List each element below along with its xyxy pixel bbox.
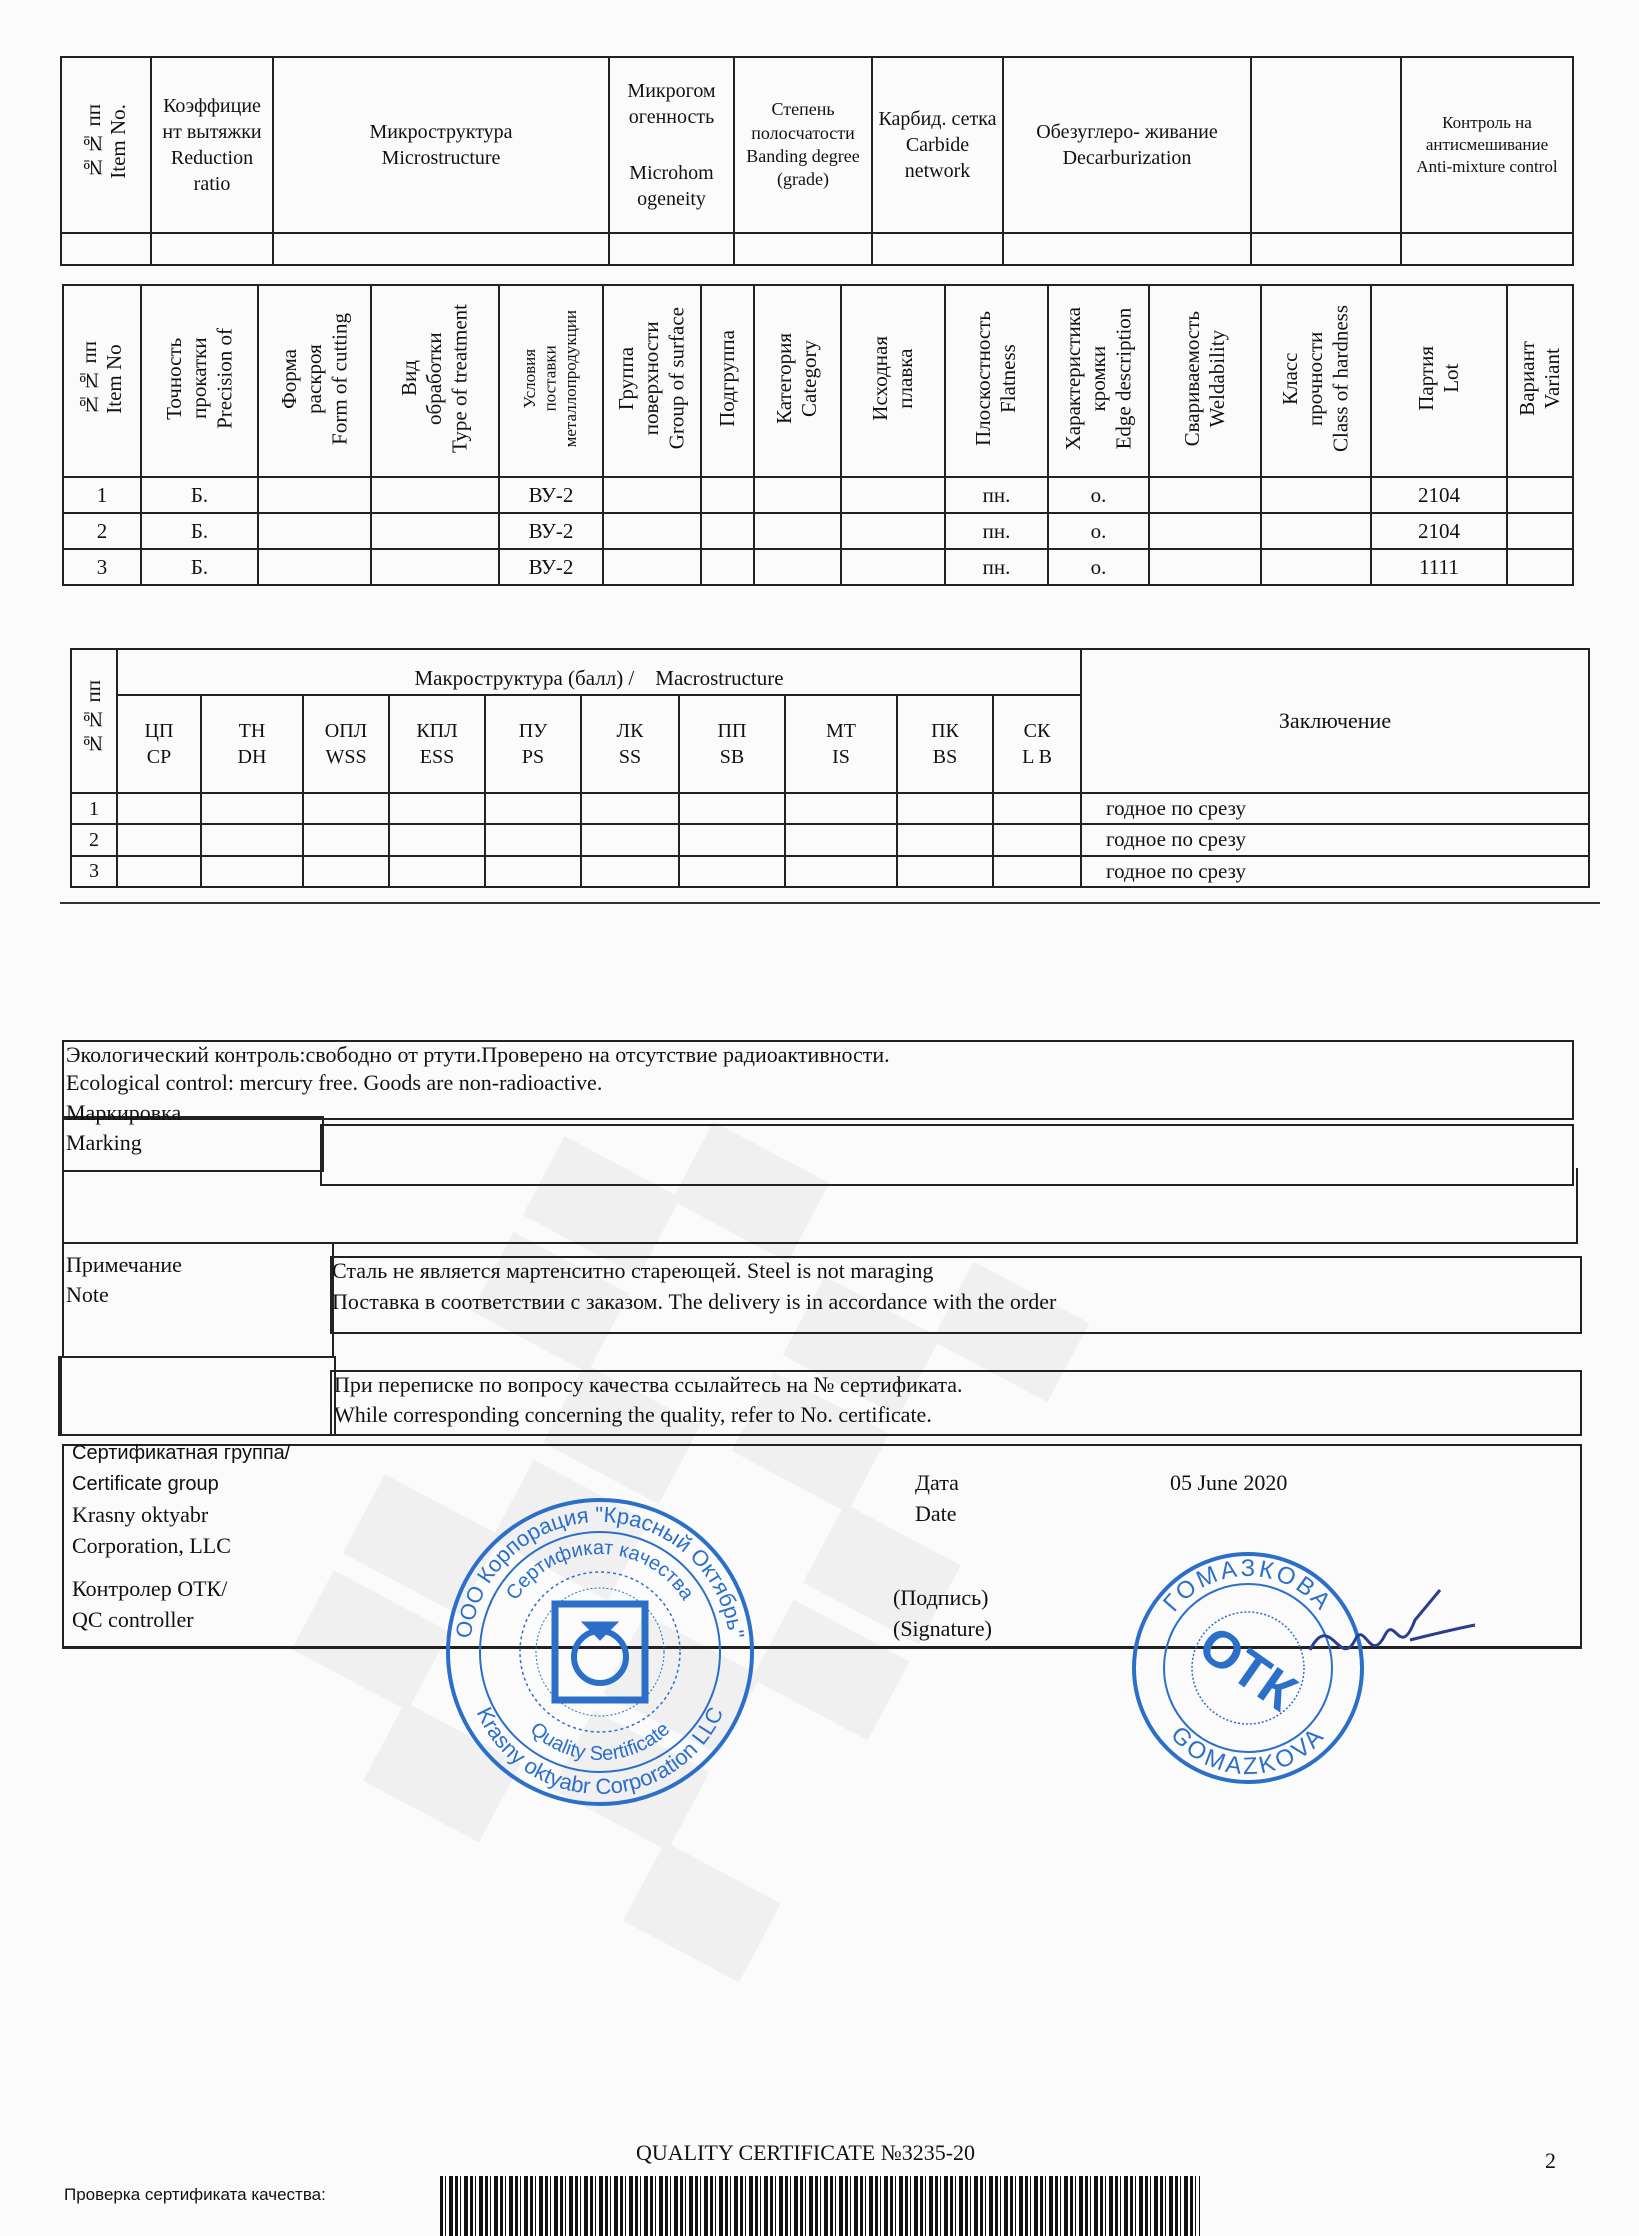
t2-header-precision: Точность прокатки Precision of xyxy=(141,285,258,477)
date-label-en: Date xyxy=(915,1501,957,1526)
macrostructure-table: №№ пп Макроструктура (балл) / Macrostructure Заключение ЦП CP ТН DH ОПЛ WSS КПЛ ESS ПУ PS ЛК SS ПП SB МТ IS ПК BS СК L B 1 годное по срезу 2 годное по срезу 3 годное по срезу xyxy=(70,648,1590,888)
note-line1: Сталь не является мартенситно стареющей. Steel is not maraging xyxy=(332,1258,934,1283)
cert-group-line1: Сертификатная группа/ xyxy=(72,1442,291,1464)
svg-text:Quality Sertificate: Quality Sertificate xyxy=(525,1718,675,1766)
t2-header-edge: Характеристика кромки Edge description xyxy=(1048,285,1149,477)
cert-group-line3: Krasny oktyabr xyxy=(72,1502,209,1527)
t2-header-lot: Партия Lot xyxy=(1371,285,1507,477)
corr-label-box xyxy=(58,1356,336,1436)
controller-ru: Контролер ОТК/ xyxy=(72,1576,228,1601)
note-label-en: Note xyxy=(66,1282,109,1307)
signature-ru: (Подпись) xyxy=(893,1585,989,1610)
svg-text:GOMAZKOVA: GOMAZKOVA xyxy=(1165,1721,1331,1781)
svg-text:ОТК: ОТК xyxy=(1188,1615,1307,1723)
t2-header-delivery: Условия поставки металлопродукции xyxy=(499,285,603,477)
ecology-ru: Экологический контроль:свободно от ртути.Проверено на отсутствие радиоактивности. xyxy=(66,1042,890,1067)
macrostructure-title: Макроструктура (балл) / Macrostructure xyxy=(117,649,1081,695)
conclusion-header: Заключение xyxy=(1081,649,1589,793)
certificate-title: QUALITY CERTIFICATE №3235-20 xyxy=(636,2140,976,2165)
svg-text:Krasny oktyabr Corporation LLC: Krasny oktyabr Corporation LLC xyxy=(471,1703,729,1800)
t2-header-form: Форма раскроя Form of cutting xyxy=(258,285,371,477)
t2-header-melt: Исходная плавка xyxy=(841,285,945,477)
blank-row xyxy=(62,1168,1578,1244)
corr-ru: При переписке по вопросу качества ссылайтесь на № сертификата. xyxy=(334,1372,963,1397)
t3-item-header: №№ пп xyxy=(71,649,117,793)
anti-mixture-header: Контроль на антисмешивание Anti-mixture control xyxy=(1401,57,1573,233)
cert-group-line4: Corporation, LLC xyxy=(72,1533,231,1558)
t2-header-subgroup: Подгруппа xyxy=(701,285,754,477)
table-row: 1 годное по срезу xyxy=(71,793,1589,824)
item-no-header: №№ пп Item No. xyxy=(61,57,151,233)
svg-text:ООО Корпорация "Красный Октябр: ООО Корпорация "Красный Октябрь" xyxy=(450,1501,750,1640)
microstructure-header: Микроструктура Microstructure xyxy=(273,57,609,233)
ecology-en: Ecological control: mercury free. Goods are non-radioactive. xyxy=(66,1070,603,1095)
note-label-ru: Примечание xyxy=(66,1252,182,1277)
date-label-ru: Дата xyxy=(915,1470,959,1495)
controller-en: QC controller xyxy=(72,1607,194,1632)
t2-header-weldability: Свариваемость Weldability xyxy=(1149,285,1261,477)
table-row: 3 Б. ВУ-2 пн. о. 1111 xyxy=(63,549,1573,585)
reduction-ratio-header: Коэффицие нт вытяжки Reduction ratio xyxy=(151,57,273,233)
check-label: Проверка сертификата качества: xyxy=(64,2185,326,2204)
carbide-network-header: Карбид. сетка Carbide network xyxy=(872,57,1003,233)
t2-header-flatness: Плоскостность Flatness xyxy=(945,285,1048,477)
corr-en: While corresponding concerning the quality, refer to No. certificate. xyxy=(334,1402,932,1427)
product-table xyxy=(62,284,1574,586)
table-row: 1 Б. ВУ-2 пн. о. 2104 xyxy=(63,477,1573,513)
marking-en: Marking xyxy=(66,1130,142,1155)
cert-group-line2: Certificate group xyxy=(72,1473,219,1495)
t2-header-surface: Группа поверхности Group of surface xyxy=(603,285,701,477)
t2-header-hardness: Класс прочности Class of hardness xyxy=(1261,285,1371,477)
svg-text:Сертификат качества: Сертификат качества xyxy=(502,1536,699,1605)
svg-text:ГОМАЗКОВА: ГОМАЗКОВА xyxy=(1158,1554,1338,1617)
barcode xyxy=(440,2176,1200,2236)
empty-header xyxy=(1251,57,1401,233)
decarburization-header: Обезуглеро- живание Decarburization xyxy=(1003,57,1251,233)
page-number: 2 xyxy=(1545,2148,1556,2173)
banding-degree-header: Степень полосчатости Banding degree (grade) xyxy=(734,57,872,233)
divider xyxy=(60,902,1600,904)
signature-en: (Signature) xyxy=(893,1616,992,1641)
t2-header-treatment: Вид обработки Type of treatment xyxy=(371,285,499,477)
company-stamp xyxy=(440,1492,760,1812)
table-row: 2 годное по срезу xyxy=(71,824,1589,855)
t2-header-category: Категория Category xyxy=(754,285,841,477)
table-row: 3 годное по срезу xyxy=(71,856,1589,887)
date-value: 05 June 2020 xyxy=(1170,1470,1288,1495)
signature-scribble xyxy=(1300,1580,1480,1690)
table-row: 2 Б. ВУ-2 пн. о. 2104 xyxy=(63,513,1573,549)
marking-ru: Маркировка xyxy=(66,1100,182,1125)
microstructure-table xyxy=(60,56,1574,266)
microhomogeneity-header: Микрогом огенность Microhom ogeneity xyxy=(609,57,734,233)
t2-header-variant: Вариант Variant xyxy=(1507,285,1573,477)
note-line2: Поставка в соответствии с заказом. The delivery is in accordance with the order xyxy=(332,1289,1057,1314)
t2-header-item: №№ пп Item No xyxy=(63,285,141,477)
